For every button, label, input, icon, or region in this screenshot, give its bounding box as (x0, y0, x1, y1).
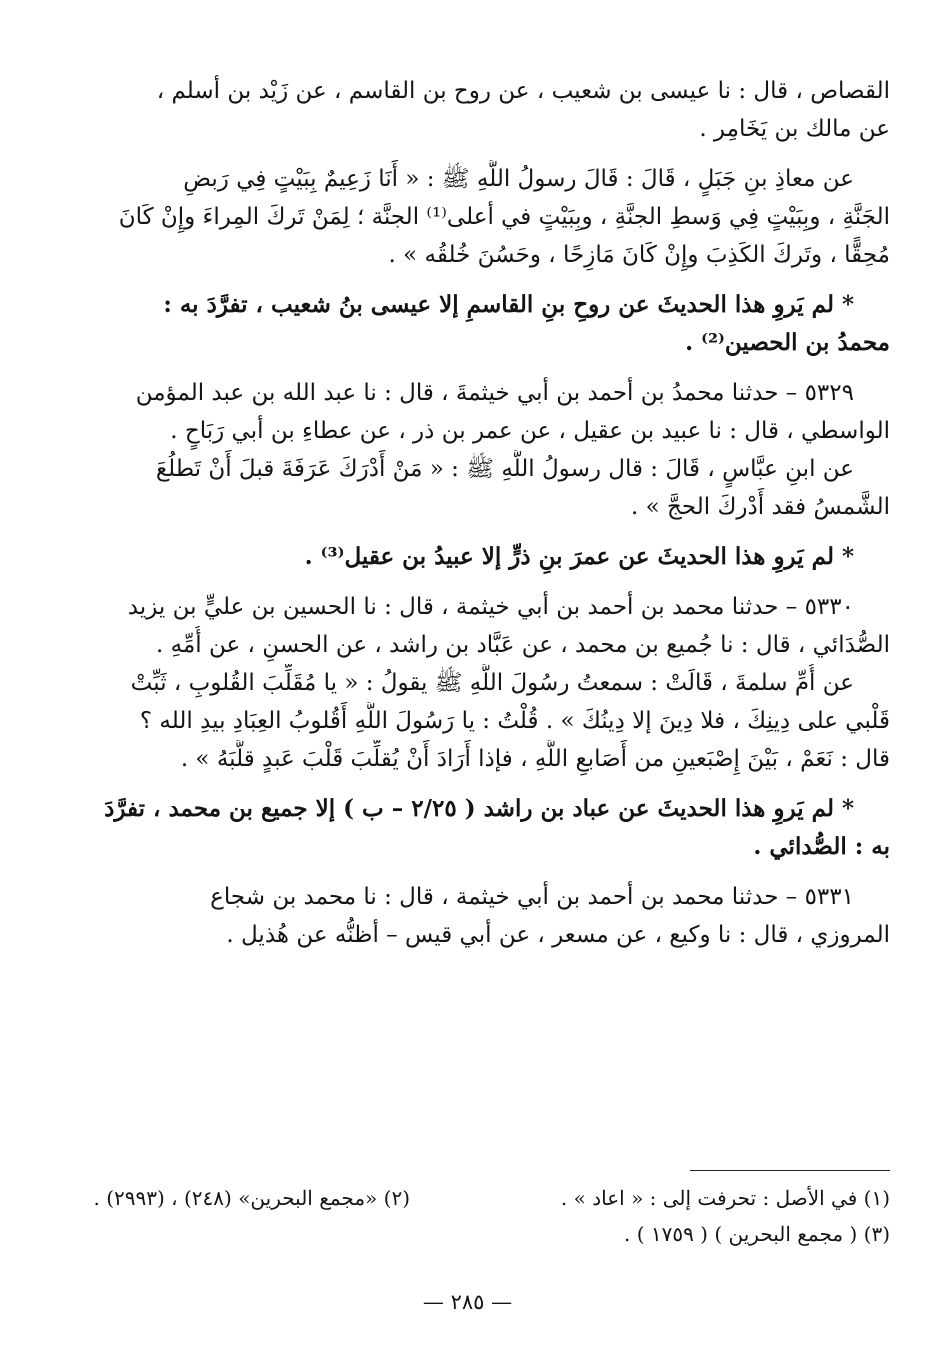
isnad-line: الواسطي ، قال : نا عبيد بن عقيل ، عن عمر بن ذر ، عن عطاءِ بن أبي رَبَاحٍ . (170, 418, 890, 444)
text-line: عن مالك بن يَخَامِر . (699, 116, 890, 142)
isnad-line: المروزي ، قال : نا وكيع ، عن مسعر ، عن أبي قيس – أظنُّه عن هُذيل . (226, 922, 890, 948)
commentary-line: محمدُ بن الحصين⁽²⁾ . (685, 329, 890, 356)
isnad-line: ٥٣٣١ – حدثنا محمد بن أحمد بن أبي خيثمة ، قال : نا محمد بن شجاع (210, 884, 854, 910)
hadith-text: عن ابنِ عبَّاسٍ ، قَالَ : قال رسولُ اللَّهِ ﷺ : « مَنْ أَدْرَكَ عَرَفَةَ قبلَ أَنْ تَطلُعَ (155, 456, 854, 482)
commentary-line: * لم يَروِ هذا الحديثَ عن عباد بن راشد ( ٢/٢٥ – ب ) إلا جميع بن محمد ، تفرَّدَ (104, 795, 854, 822)
hadith-text: الجَنَّةِ ، وبِبَيْتٍ فِي وَسطِ الجنَّةِ ، وبِبَيْتٍ في أعلى⁽¹⁾ الجنَّة ؛ لِمَنْ تَركَ المِراءَ وإِنْ كَانَ (118, 204, 890, 230)
hadith-text: عن معاذِ بنِ جَبَلٍ ، قَالَ : قَالَ رسولُ اللَّهِ ﷺ : « أَنَا زَعِيمٌ بِبَيْتٍ فِي رَبضِ (183, 166, 854, 192)
footnote-1: (١) في الأصل : تحرفت إلى : « اعاد » . (560, 1186, 890, 1210)
commentary-line: * لم يَروِ هذا الحديثَ عن روحِ بنِ القاسمِ إلا عيسى بنُ شعيب ، تفرَّدَ به : (163, 291, 854, 318)
isnad-line: الصُّدَائي ، قال : نا جُميع بن محمد ، عن عَبَّاد بن راشد ، عن الحسنِ ، عن أُمِّهِ . (156, 632, 890, 658)
footnotes (62, 1180, 890, 1252)
hadith-text: الشَّمسُ فقد أَدْركَ الحجَّ » . (631, 494, 890, 520)
hadith-text: قَلْبي على دِينِكَ ، فلا دِينَ إلا دِينُكَ » . قُلْتُ : يا رَسُولَ اللَّهِ أَقُلوبُ العِبَادِ بيدِ الله ؟ (139, 708, 890, 734)
page-number: — ٢٨٥ — (422, 1290, 513, 1314)
text-line: القصاص ، قال : نا عيسى بن شعيب ، عن روح بن القاسم ، عن زَيْد بن أسلم ، (156, 78, 890, 104)
hadith-text: مُحِقًّا ، وتَركَ الكَذِبَ وإِنْ كَانَ مَازِحًا ، وحَسُنَ خُلقُه » . (388, 242, 890, 268)
isnad-line: ٥٣٣٠ – حدثنا محمد بن أحمد بن أبي خيثمة ، قال : نا الحسين بن عليٍّ بن يزيد (127, 594, 854, 620)
main-text (62, 72, 890, 954)
hadith-text: قال : نَعَمْ ، بَيْنَ إِصْبَعينِ من أَصَابعِ اللَّهِ ، فإذا أَرَادَ أَنْ يُقلِّبَ قَلْبَ عَبدٍ قلَّبَهُ » . (180, 746, 890, 772)
footnote-divider (690, 1170, 890, 1171)
footnote-2: (٢) «مجمع البحرين» (٢٤٨) ، (٢٩٩٣) . (93, 1186, 410, 1210)
commentary-line: * لم يَروِ هذا الحديثَ عن عمرَ بنِ ذرٍّ إلا عبيدُ بن عقيل⁽³⁾ . (304, 543, 854, 570)
isnad-line: ٥٣٢٩ – حدثنا محمدُ بن أحمد بن أبي خيثمةَ ، قال : نا عبد الله بن عبد المؤمن (135, 380, 854, 406)
hadith-text: عن أُمِّ سلمةَ ، قَالَتْ : سمعتُ رسُولَ اللَّهِ ﷺ يقولُ : « يا مُقَلِّبَ القُلوبِ ، ثَبِّتْ (130, 670, 854, 696)
footnote-3: (٣) ( مجمع البحرين ) ( ١٧٥٩ ) . (623, 1222, 890, 1246)
commentary-line: به : الصُّدائي . (753, 833, 890, 860)
